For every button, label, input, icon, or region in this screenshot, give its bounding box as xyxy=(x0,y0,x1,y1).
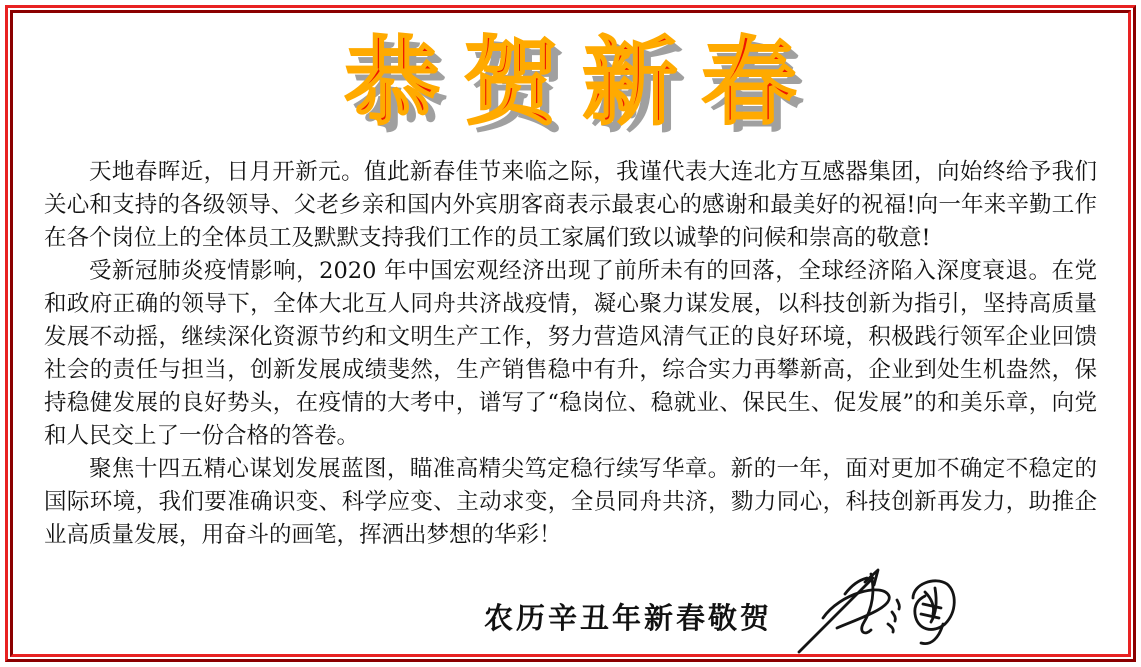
paragraph-outlook: 聚焦十四五精心谋划发展蓝图，瞄准高精尖笃定稳行续写华章。新的一年，面对更加不确定不稳定的国际环境，我们要准确识变、科学应变、主动求变，全员同舟共济，勠力同心，科技创新再发力，助推企业高质量发展，用奋斗的画笔，挥洒出梦想的华彩！ xyxy=(44,456,1097,548)
greeting-title: 恭贺新春 xyxy=(344,28,821,138)
paragraph-review-2020: 受新冠肺炎疫情影响，2020 年中国宏观经济出现了前所未有的回落，全球经济陷入深度衰退。在党和政府正确的领导下，全体大北互人同舟共济战疫情，凝心聚力谋发展，以科技创新为指引，坚持高质量发展不动摇，继续深化资源节约和文明生产工作，努力营造风清气正的良好环境，积极践行领军企业回馈社会的责任与担当，创新发展成绩斐然，生产销售稳中有升，综合实力再攀新高，企业到处生机盎然，保持稳健发展的良好势头，在疫情的大考中，谱写了“稳岗位、稳就业、保民生、促发展”的和美乐章，向党和人民交上了一份合格的答卷。 xyxy=(44,258,1097,449)
letter-body xyxy=(44,156,1097,552)
dedication-text: 农历辛丑年新春敬贺 xyxy=(484,601,773,635)
signature-handwritten-icon xyxy=(785,548,985,660)
paragraph-greeting: 天地春晖近，日月开新元。值此新春佳节来临之际，我谨代表大连北方互感器集团，向始终给予我们关心和支持的各级领导、父老乡亲和国内外宾朋客商表示最衷心的感谢和最美好的祝福!向一年来辛勤工作在各个岗位上的全体员工及默默支持我们工作的员工家属们致以诚挚的问候和崇高的敬意! xyxy=(44,159,1097,251)
